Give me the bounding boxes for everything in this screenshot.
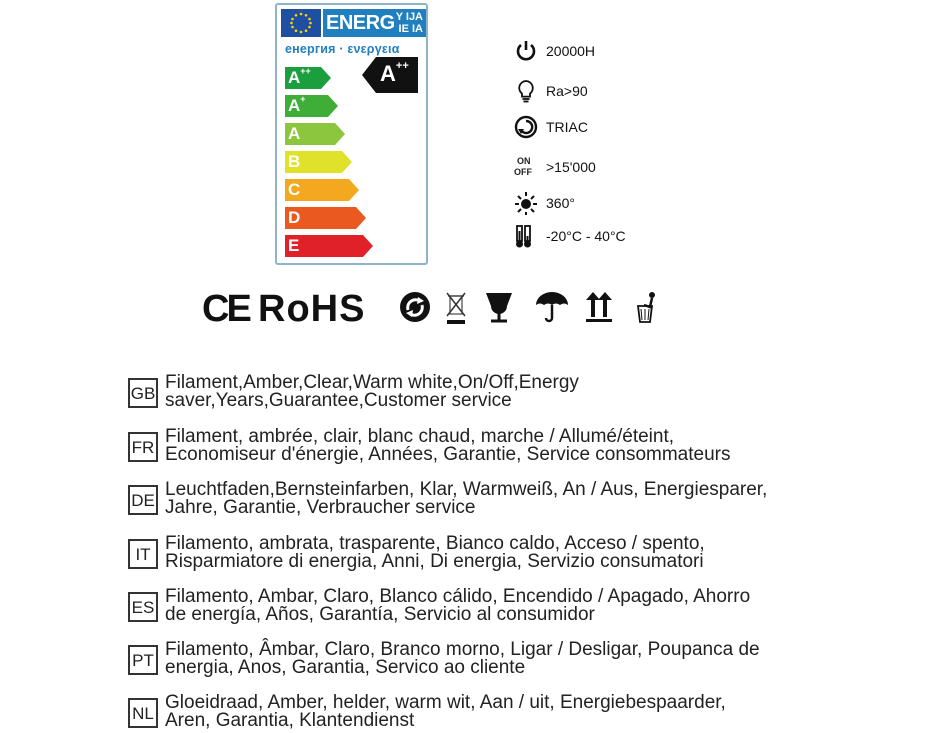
language-terms: Filament,Amber,Clear,Warm white,On/Off,Energy saver,Years,Guarantee,Customer service [165, 372, 579, 411]
energy-class-bar [285, 151, 353, 173]
language-code: IT [128, 539, 158, 569]
language-code: FR [128, 432, 158, 462]
energy-class-bar [285, 207, 367, 229]
dimmer-icon [513, 114, 539, 140]
language-terms: Filamento, Âmbar, Claro, Branco morno, Ligar / Desligar, Poupanca de energia, Anos, Garantia, Servico ao cliente [165, 639, 760, 678]
spec-temperature-value: -20°C - 40°C [546, 228, 626, 244]
rohs-mark: RoHS [258, 288, 366, 330]
energy-class-letter: E [288, 236, 300, 255]
ce-mark: CE [202, 288, 249, 330]
energy-class-letter: D [288, 208, 301, 227]
spec-switching-value: >15'000 [546, 159, 596, 175]
energy-class-bar [285, 123, 346, 145]
language-code: PT [128, 645, 158, 675]
language-code: DE [128, 485, 158, 515]
language-terms: Leuchtfaden,Bernsteinfarben, Klar, Warmweiß, An / Aus, Energiesparer, Jahre, Garantie, Verbraucher service [165, 479, 768, 518]
energy-title-suffix-1: Y IJA [395, 11, 423, 23]
energy-title-suffix-2: IE IA [398, 23, 423, 35]
dispose-properly-icon [632, 290, 662, 329]
language-terms: Filamento, ambrata, trasparente, Bianco caldo, Acceso / spento, Risparmiatore di energia, Anni, Di energia, Servizio consumatori [165, 533, 705, 572]
language-terms: Gloeidraad, Amber, helder, warm wit, Aan / uit, Energiebespaarder, Aren, Garantia, Klantendienst [165, 692, 726, 731]
energy-class-letter: C [288, 180, 301, 199]
on-off-icon [513, 156, 539, 182]
language-terms: Filament, ambrée, clair, blanc chaud, marche / Allumé/éteint, Economiseur d'énergie, Années, Garantie, Service consommateurs [165, 426, 731, 465]
eu-flag-icon [281, 9, 321, 37]
spec-beam-angle-value: 360° [546, 195, 575, 211]
sun-icon [513, 190, 539, 216]
certification-marks [200, 286, 670, 330]
keep-dry-umbrella-icon [534, 290, 570, 329]
language-code: ES [128, 592, 158, 622]
energy-class-bar [285, 67, 332, 89]
fragile-glass-icon [482, 290, 516, 329]
this-way-up-icon [584, 290, 614, 329]
on-off-icon-off: OFF [514, 167, 532, 177]
energy-class-letter: A [288, 68, 301, 87]
energy-class-letter: A [288, 96, 301, 115]
bulb-icon [513, 78, 539, 104]
spec-cri-value: Ra>90 [546, 83, 588, 99]
energy-title-box [323, 9, 426, 37]
energy-class-bar [285, 235, 374, 257]
energy-label [275, 3, 428, 265]
energy-title: ENERG [326, 12, 395, 34]
energy-class-letter: B [288, 152, 301, 171]
energy-rating-letter: A [380, 61, 396, 86]
energy-class-sup: ++ [300, 66, 311, 76]
language-terms: Filamento, Ambar, Claro, Blanco cálido, Encendido / Apagado, Ahorro de energía, Años, Garantía, Servicio al consumidor [165, 586, 751, 625]
energy-label-header [281, 9, 423, 56]
language-code: GB [128, 378, 158, 408]
energy-class-letter: A [288, 124, 301, 143]
spec-lifetime-value: 20000H [546, 43, 596, 59]
language-code: NL [128, 698, 158, 728]
recycle-icon [398, 290, 432, 329]
energy-class-sup: + [300, 94, 306, 104]
weee-bin-icon [444, 290, 468, 331]
energy-title-translations: енергия · ενεργεια [285, 42, 400, 56]
energy-class-bar [285, 179, 360, 201]
energy-rating-sup: ++ [395, 59, 409, 72]
power-icon [513, 38, 539, 64]
energy-class-bar [285, 95, 339, 117]
spec-dimmer-value: TRIAC [546, 119, 588, 135]
thermometer-icon [513, 223, 539, 249]
on-off-icon-on: ON [517, 156, 531, 166]
